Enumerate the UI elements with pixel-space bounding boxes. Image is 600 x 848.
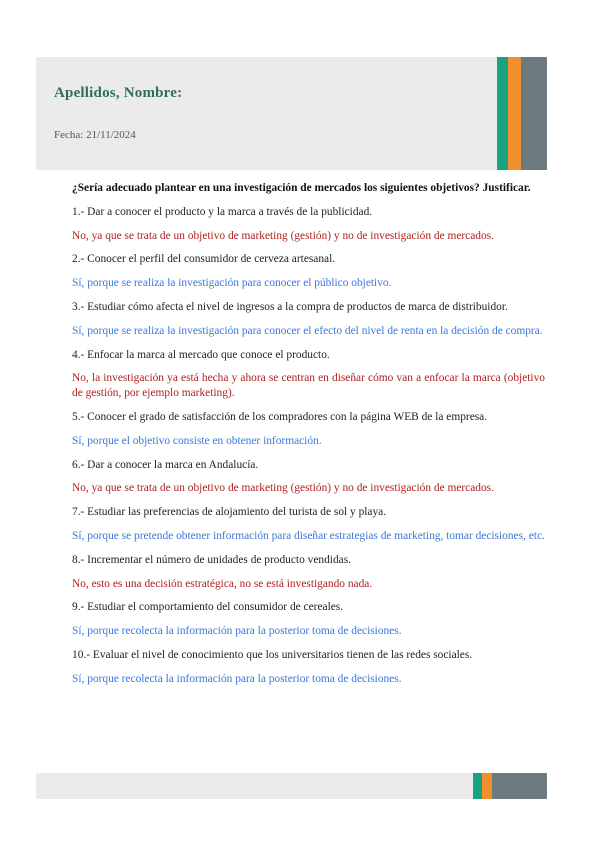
answer-item-7: Sí, porque se pretende obtener información para diseñar estrategias de marketing, tomar decisiones, etc. (72, 529, 545, 542)
footer-accent-teal (473, 773, 482, 799)
header-accent-grey (521, 57, 547, 170)
objective-item-2: 2.- Conocer el perfil del consumidor de cerveza artesanal. (72, 253, 336, 266)
answer-item-10: Sí, porque recolecta la información para la posterior toma de decisiones. (72, 672, 402, 685)
objective-item-5: 5.- Conocer el grado de satisfacción de los compradores con la página WEB de la empresa. (72, 410, 488, 423)
footer-accent-orange (482, 773, 492, 799)
objective-item-6: 6.- Dar a conocer la marca en Andalucía. (72, 458, 259, 471)
answer-item-2: Sí, porque se realiza la investigación para conocer el público objetivo. (72, 277, 392, 290)
answer-item-9: Sí, porque recolecta la información para la posterior toma de decisiones. (72, 625, 402, 638)
header-accent-teal (497, 57, 508, 170)
footer-band (36, 773, 547, 799)
header-accent-orange (508, 57, 521, 170)
answer-item-6: No, ya que se trata de un objetivo de marketing (gestión) y no de investigación de mercados. (72, 482, 494, 495)
objective-item-4: 4.- Enfocar la marca al mercado que conoce el producto. (72, 348, 330, 361)
objective-item-1: 1.- Dar a conocer el producto y la marca a través de la publicidad. (72, 205, 373, 218)
objective-item-10: 10.- Evaluar el nivel de conocimiento que los universitarios tienen de las redes sociales. (72, 648, 473, 661)
name-field-label: Apellidos, Nombre: (54, 85, 183, 101)
footer-accent-grey (492, 773, 547, 799)
answer-item-1: No, ya que se trata de un objetivo de marketing (gestión) y no de investigación de mercados. (72, 229, 494, 242)
objective-item-9: 9.- Estudiar el comportamiento del consumidor de cereales. (72, 601, 344, 614)
header-band (36, 57, 547, 170)
answer-item-3: Sí, porque se realiza la investigación para conocer el efecto del nivel de renta en la decisión de compra. (72, 324, 543, 337)
question-heading: ¿Sería adecuado plantear en una investigación de mercados los siguientes objetivos? Justificar. (72, 182, 531, 194)
objective-item-8: 8.- Incrementar el número de unidades de producto vendidas. (72, 553, 351, 566)
objective-item-3: 3.- Estudiar cómo afecta el nivel de ingresos a la compra de productos de marca de distribuidor. (72, 300, 508, 313)
objective-item-7: 7.- Estudiar las preferencias de alojamiento del turista de sol y playa. (72, 506, 387, 519)
document-body (72, 181, 545, 696)
answer-item-8: No, esto es una decisión estratégica, no se está investigando nada. (72, 577, 373, 590)
date-label: Fecha: 21/11/2024 (54, 129, 136, 141)
answer-item-4: No, la investigación ya está hecha y ahora se centran en diseñar cómo van a enfocar la marca (objetivo de gestión, por ejemplo marketing). (72, 372, 545, 400)
answer-item-5: Sí, porque el objetivo consiste en obtener información. (72, 434, 322, 447)
